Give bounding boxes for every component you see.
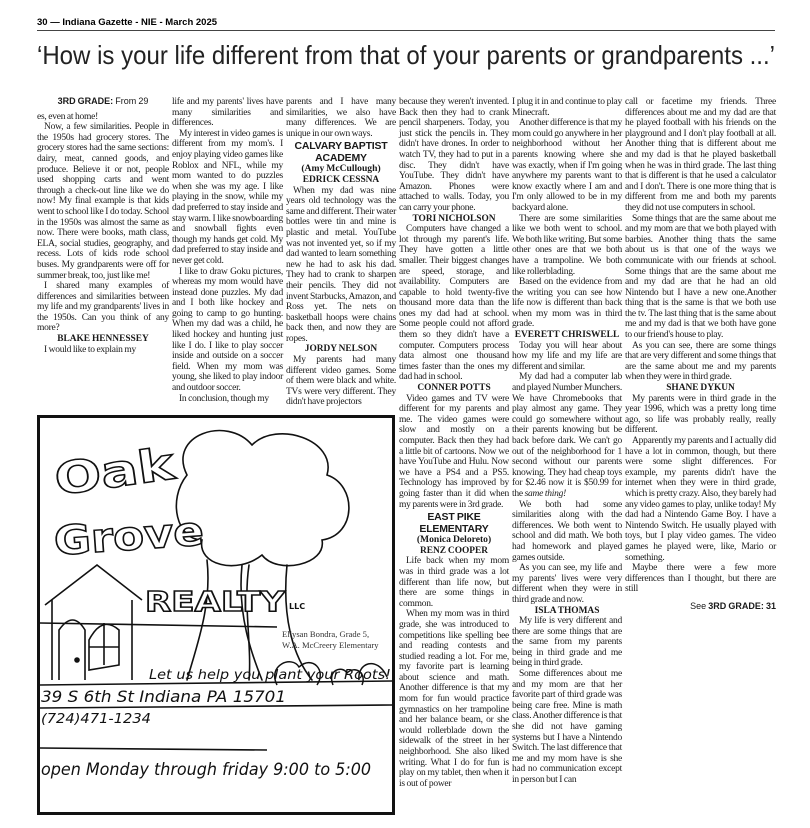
paragraph-text: My parents were in third grade in the year 1996, which was a pretty long time ago, so life was probably really, really different. <box>625 393 776 436</box>
paragraph <box>512 277 622 330</box>
drawing-address: 39 S 6th St Indiana PA 15701 <box>41 687 286 706</box>
paragraph <box>512 118 622 213</box>
author-byline: EDRICK CESSNA <box>302 174 380 185</box>
drawing-phone: (724)471-1234 <box>41 712 151 727</box>
author-byline: CONNER POTTS <box>417 383 491 394</box>
student-drawing-oak-grove-realty <box>37 415 395 815</box>
article-column-6 <box>625 97 776 612</box>
paragraph-text: When my mom was in third grade, she was introduced to competitions like spelling bee and reading contests and studied reading a lot. For me, my favorite part is learning about science and math. Another difference is that my mom for fun would practice gymnastics on her trampoline and her balance beam, or she would rollerblade down the sidewalk of the street in her neighborhood. She also liked writing. What I do for fun is play on my tablet, then when it is out of power <box>399 609 509 789</box>
paragraph-text: Some differences about me and my mom are that her favorite part of third grade was being care free. Mine is math class. Another difference is that she did not have gaming systems but I have a Nintendo Switch. The last difference that me and my mom have is she had no communication except in person but I can <box>512 669 623 785</box>
paragraph-text: Some things that are the same about me and my mom are that we both played with barbies. Another thing thats the same about us is that one of the ways we communicate with our friends at school. Some things that are the same about me and my dad are that he had an old Nintendo but I have a new one.Another thing that is the same is that we both use the tv. The last thing that is the same about me and my dad is that we both have gone to our friend's house to play. <box>625 213 776 341</box>
logo-llc: LLC <box>289 602 306 611</box>
paragraph-text: My parents had many different video games. Some of them were black and white. TVs were very different. They didn't have projectors <box>286 355 396 408</box>
paragraph-text: Video games and TV were different for my parents and me. The video games were slow and mostly on a computer. Back then they had a little bit of cartoons. Now we have YouTube and Hulu. Now we have a PS4 and a PS5. Technology has improved by going faster than it did when my parents were in 3rd grade. <box>399 393 509 510</box>
page-folio-text: 30 — Indiana Gazette - NIE - March 2025 <box>37 17 218 28</box>
logo-grove: Grove <box>52 509 189 565</box>
jump-from-section: 3RD GRADE: <box>57 96 114 106</box>
paragraph-text: Based on the evidence from the writing you can see how life now is different than back when my mom was in third grade. <box>512 277 622 330</box>
paragraph-text: Now, a few similarities. People in the 1950s had grocery stores. The grocery stores had the same sections: dairy, meat, canned goods, and produce. Believe it or not, people used shopping carts and went through a check-out line like we do now! My final example is that kids went to school like I do today. School in the 1950s was almost the same as now. There were books, math class, ELA, social studies, geography, and recess. Lots of kids rode school buses. My grandparents were off for summer break, too, just like me! <box>37 122 169 281</box>
paragraph-text: Another difference is that my mom could go anywhere in her neighborhood without her parents knowing where she was exactly, when if I'm going anywhere my parents want to know exactly where I am and I'm only allowed to be in my backyard alone. <box>512 118 622 213</box>
header-rule <box>37 30 775 31</box>
paragraph-text: Life back when my mom was in third grade was a lot different than life now, but there are some things in common. <box>399 556 509 609</box>
article-column-5 <box>512 97 622 786</box>
continued-paragraph <box>286 97 396 139</box>
paragraph <box>512 669 622 786</box>
paragraph <box>512 341 622 373</box>
author-byline: RENZ COOPER <box>419 545 489 556</box>
paragraph-text: Maybe there were a few more differences than I thought, but there are still <box>625 563 776 595</box>
drawing-hours: open Monday through friday 9:00 to 5:00 <box>41 760 371 780</box>
paragraph <box>172 394 283 405</box>
paragraph <box>512 563 622 605</box>
author-byline: SHANE DYKUN <box>666 383 735 394</box>
paragraph <box>625 341 776 383</box>
paragraph <box>399 609 509 789</box>
caption-artist: Ellysan Bondra, Grade 5, <box>282 629 370 639</box>
paragraph-text: Apparently my parents and I actually did have a lot in common, though, but there were some slight differences. For example, my parents didn't have the internet when they were in third grade, which is pretty crazy. Also, they barely had any video games to play, unlike today! My dad had a Nintendo Game Boy. I have a Nintendo Switch. He usually played with toys, but I play video games. The video games he played were, like, Mario or something. <box>625 436 776 563</box>
paragraph-text: When my dad was nine years old technology was the same and different. Their water bottles were tin and mine is plastic and metal. YouTube was not invented yet, so if my dad wanted to learn something new he had to ask his dad. They had to crank to sharpen their pencils. They did not invent Starbucks, Amazon, and Ross yet. The nets on basketball hoops were chains back then, and now they are ropes. <box>286 185 397 344</box>
paragraph <box>399 556 509 609</box>
paragraph-text: My interest in video games is different from my mom's. I enjoy playing video games like Roblox and NFL, while my mom wanted to do puzzles when she was my age. I like playing in the snow, while my dad preferred to stay inside and stay warm. I like snowboarding and snowball fights even though my hands get cold. My dad preferred to stay inside and never get cold. <box>172 128 283 266</box>
paragraph-text: As you can see, there are some things that are very different and some things that are the same about me and my parents when they were in third grade. <box>625 340 776 383</box>
jump-to-prefix: See <box>690 600 707 611</box>
paragraph-text: because they weren't invented. Back then they had to crank pencil sharpeners. Today, you just stick the pencils in. They didn't have drones. In order to watch TV, they had to put in a disc. They didn't have YouTube. They didn't have Amazon. Phones were attached to walls. Today, you can carry your phone. <box>399 97 509 213</box>
paragraph-text: I plug it in and continue to play Minecraft. <box>512 97 622 118</box>
page-title <box>37 38 775 72</box>
paragraph-text: In conclusion, though my <box>179 393 269 404</box>
author-byline: TORI NICHOLSON <box>412 213 496 224</box>
drawing-slogan: Let us help you plant your Roots! <box>149 668 391 683</box>
paragraph-text: We both had some similarities along with the differences. We both went to school and did math. We both had homework and played games outside. <box>512 499 622 563</box>
logo-oak: Oak <box>51 441 154 506</box>
paragraph <box>37 345 169 356</box>
school-heading: CALVARY BAPTIST ACADEMY <box>294 140 388 164</box>
paragraph <box>512 372 622 499</box>
paragraph <box>512 214 622 278</box>
teacher-name: (Amy McCullough) <box>301 163 381 175</box>
paragraph-text: I like to draw Goku pictures, whereas my mom would have instead done puzzles. My dad and I both like hockey and going to camp to go hunting. When my dad was a child, he liked hockey and hunting just like I do. I like to play soccer inside and outside on a soccer field. When my mom was young, she liked to play indoor and outdoor soccer. <box>172 266 283 394</box>
paragraph-text: I would like to explain my <box>44 344 137 355</box>
paragraph <box>625 394 776 436</box>
paragraph <box>172 129 283 267</box>
article-column-4 <box>399 97 509 789</box>
author-byline: ISLA THOMAS <box>534 605 600 616</box>
paragraph-text: As you can see, my life and my parents' lives were very different when they were in third grade and now. <box>512 563 622 605</box>
paragraph <box>625 214 776 341</box>
paragraph <box>399 394 509 511</box>
article-column-2 <box>172 97 283 404</box>
paragraph-text: My dad had a computer lab and played Number Munchers. We have Chromebooks that play almost any game. They could go somewhere without their parents knowing but be back before dark. We can't go out of the neighborhood for 1 second without our parents knowing. They had cheap toys for $2.46 now it is $50.99 for the <box>512 372 622 499</box>
paragraph-text: I shared many examples of differences and similarities between my life and my grandparents' lives in the 1950s. Can you think of any more? <box>37 281 169 334</box>
continued-paragraph <box>172 97 283 129</box>
page-folio <box>37 14 775 28</box>
drawing-caption <box>282 629 379 650</box>
jump-to-section: 3RD GRADE: 31 <box>708 600 776 611</box>
teacher-name: (Monica Deloreto) <box>416 534 492 546</box>
paragraph <box>286 355 396 408</box>
paragraph-text: My life is very different and there are some things that are the same from my parents being in third grade and me being in third grade. <box>512 616 622 669</box>
jump-from-label <box>37 96 169 107</box>
school-heading: EAST PIKE ELEMENTARY <box>419 511 489 535</box>
paragraph <box>37 122 169 281</box>
page-title-text: ‘How is your life different from that of your parents or grandparents ...’ <box>37 40 775 70</box>
paragraph <box>286 186 396 345</box>
logo-realty: REALTY <box>145 585 286 618</box>
continued-paragraph <box>512 97 622 118</box>
paragraph <box>37 281 169 334</box>
paragraph <box>399 224 509 383</box>
paragraph-text: parents and I have many similarities, we also have many differences. We are unique in our own ways. <box>286 97 396 139</box>
caption-school: W.A. McCreery Elementary <box>282 640 379 650</box>
jump-to-label <box>625 601 776 612</box>
continued-paragraph <box>37 112 169 123</box>
paragraph-text: Today you will hear about how my life and my life are different and similar. <box>512 340 622 372</box>
paragraph <box>512 500 622 564</box>
paragraph-text: call or facetime my friends. Three differences about me and my dad are that he played football with his friends on the playground and I don't play football at all. Another thing that is different about me and my dad is that he played basketball when he was in third grade. The last thing that is different is that he used a calculator and I don't. There is one more thing that is different from me and both my parents they did not use computers in school. <box>625 97 776 213</box>
continued-paragraph <box>399 97 509 214</box>
paragraph <box>512 616 622 669</box>
paragraph-text: There are some similarities like we both went to school. We both like writing. But some other ones are that we both have a trampoline. We both like rollerblading. <box>512 213 622 277</box>
article-column-3 <box>286 97 396 408</box>
paragraph-text: life and my parents' lives have many similarities and differences. <box>172 97 283 129</box>
author-byline: BLAKE HENNESSEY <box>57 334 149 345</box>
paragraph-text: Computers have changed a lot through my parent's life. They have gotten a little smaller. Their biggest changes are speed, storage, and availability. Computers are capable to hold twenty-five thousand more data than the ones my dad had at school. Some people could not afford them so they didn't have a computer. Computers process data almost one thousand times faster than the ones my dad had in school. <box>399 224 509 383</box>
paragraph <box>172 267 283 394</box>
paragraph <box>625 563 776 595</box>
paragraph <box>625 436 776 563</box>
continued-paragraph <box>625 97 776 214</box>
article-column-1 <box>37 97 169 355</box>
author-byline: JORDY NELSON <box>304 344 378 355</box>
paragraph-emphasis: same thing! <box>524 488 567 499</box>
jump-from-page: From 29 <box>115 96 149 106</box>
paragraph-text: es, even at home! <box>37 111 99 122</box>
author-byline: EVERETT CHRISWELL <box>514 330 620 341</box>
